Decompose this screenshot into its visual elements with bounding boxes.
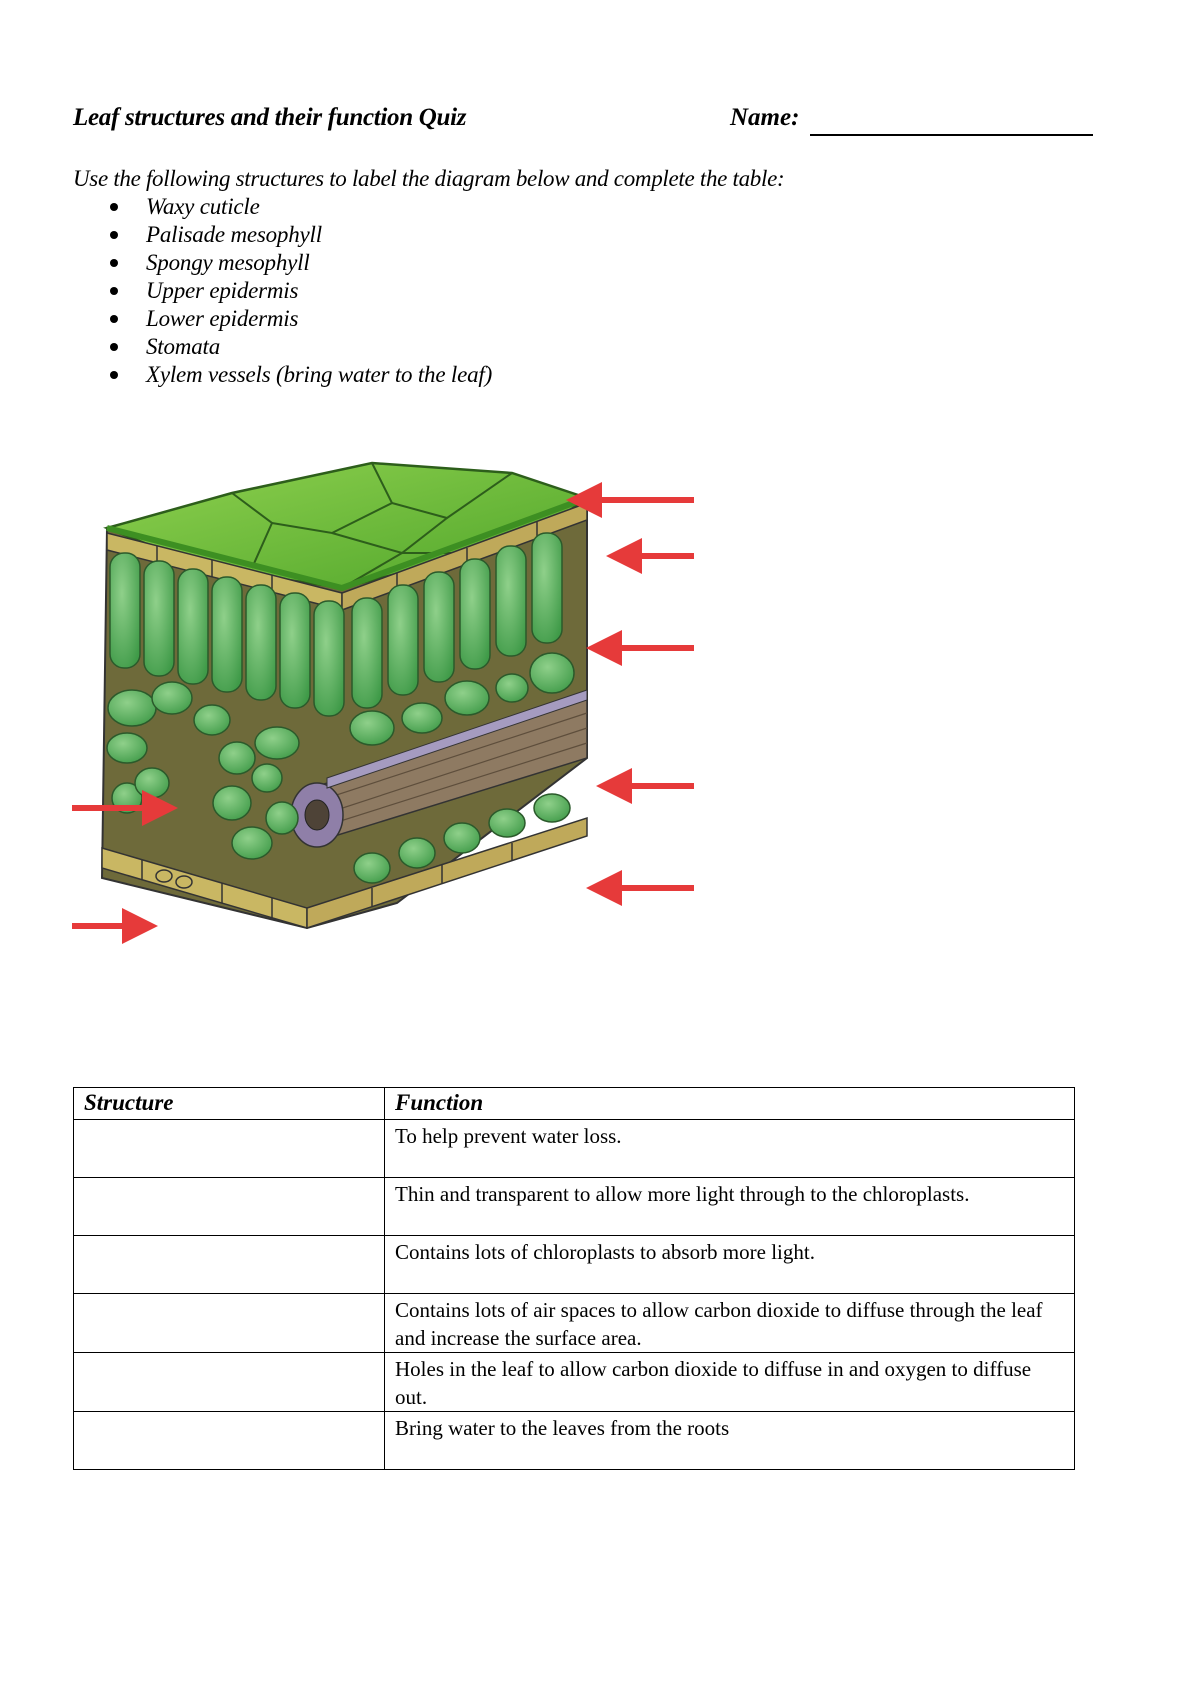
- bullet-icon: [110, 203, 118, 211]
- function-cell: Contains lots of air spaces to allow carbon dioxide to diffuse through the leaf and increase the surface area.: [385, 1294, 1075, 1353]
- bullet-icon: [110, 259, 118, 267]
- bullet-icon: [110, 315, 118, 323]
- function-cell: Holes in the leaf to allow carbon dioxide to diffuse in and oxygen to diffuse out.: [385, 1353, 1075, 1412]
- table-header-row: [74, 1088, 1075, 1120]
- function-cell: Contains lots of chloroplasts to absorb more light.: [385, 1236, 1075, 1294]
- name-label: Name:: [730, 104, 800, 131]
- bullet-icon: [110, 371, 118, 379]
- function-cell: Thin and transparent to allow more light through to the chloroplasts.: [385, 1178, 1075, 1236]
- list-item-label: Spongy mesophyll: [146, 250, 310, 275]
- stoma-guard-cell: [156, 870, 172, 882]
- bullet-icon: [110, 231, 118, 239]
- list-item: [104, 221, 492, 249]
- table-row: [74, 1412, 1075, 1470]
- leaf-cross-section-diagram: [72, 458, 694, 998]
- list-item-label: Stomata: [146, 334, 220, 359]
- list-item: [104, 305, 492, 333]
- name-blank-line[interactable]: [810, 134, 1093, 136]
- structure-answer-cell[interactable]: [74, 1353, 385, 1412]
- table-row: [74, 1353, 1075, 1412]
- bullet-icon: [110, 343, 118, 351]
- function-cell: Bring water to the leaves from the roots: [385, 1412, 1075, 1470]
- instructions: Use the following structures to label the diagram below and complete the table:: [73, 166, 785, 191]
- list-item-label: Palisade mesophyll: [146, 222, 322, 247]
- table-row: [74, 1178, 1075, 1236]
- page-title: Leaf structures and their function Quiz: [73, 104, 467, 131]
- list-item-label: Upper epidermis: [146, 278, 299, 303]
- function-cell: To help prevent water loss.: [385, 1120, 1075, 1178]
- structure-answer-cell[interactable]: [74, 1178, 385, 1236]
- structure-function-table: [73, 1087, 1075, 1470]
- column-header-structure: Structure: [74, 1088, 385, 1120]
- name-field[interactable]: [730, 104, 1093, 138]
- structure-list: [104, 193, 492, 389]
- quiz-header: [73, 104, 1093, 144]
- structure-answer-cell[interactable]: [74, 1412, 385, 1470]
- list-item-label: Waxy cuticle: [146, 194, 260, 219]
- table-row: [74, 1294, 1075, 1353]
- bullet-icon: [110, 287, 118, 295]
- structure-answer-cell[interactable]: [74, 1120, 385, 1178]
- structure-answer-cell[interactable]: [74, 1236, 385, 1294]
- table-row: [74, 1236, 1075, 1294]
- table-row: [74, 1120, 1075, 1178]
- list-item: [104, 277, 492, 305]
- list-item-label: Xylem vessels (bring water to the leaf): [146, 362, 493, 387]
- list-item-label: Lower epidermis: [146, 306, 299, 331]
- list-item: [104, 361, 492, 389]
- structure-answer-cell[interactable]: [74, 1294, 385, 1353]
- list-item: [104, 249, 492, 277]
- list-item: [104, 333, 492, 361]
- stoma-guard-cell: [176, 876, 192, 888]
- list-item: [104, 193, 492, 221]
- column-header-function: Function: [385, 1088, 1075, 1120]
